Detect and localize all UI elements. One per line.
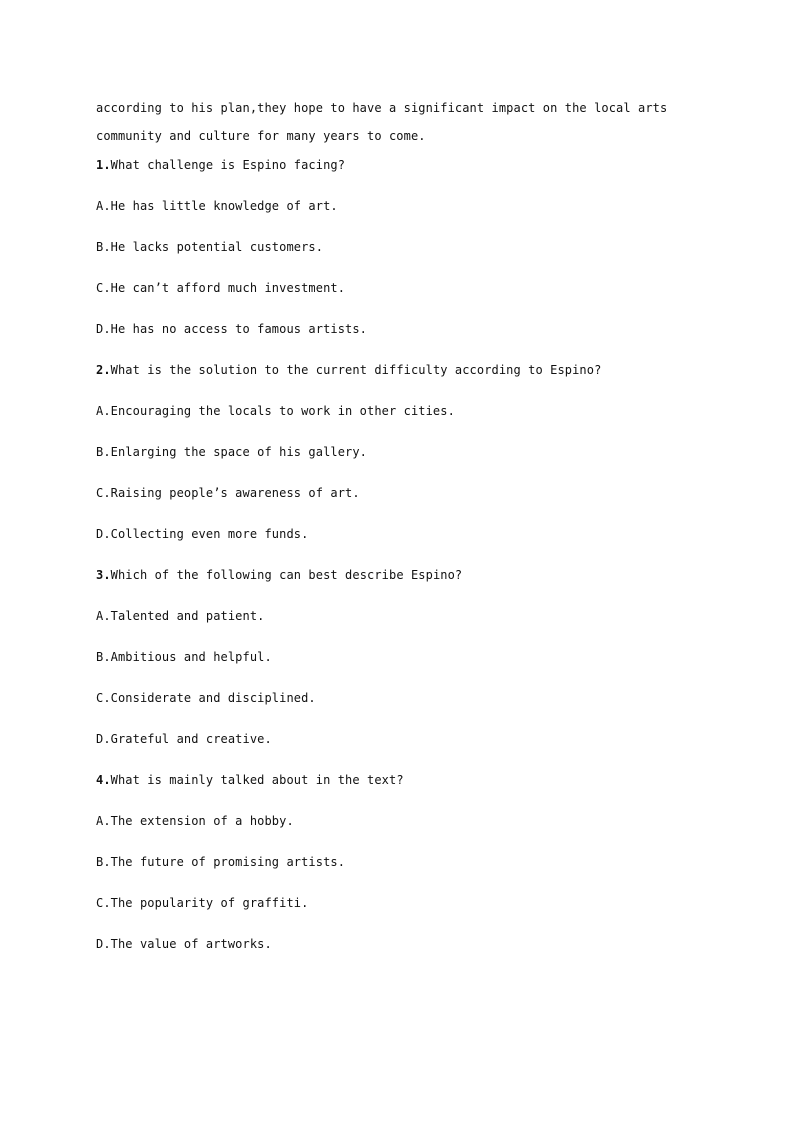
- option-1a: A.He has little knowledge of art.: [96, 199, 338, 213]
- option-3a: A.Talented and patient.: [96, 609, 265, 623]
- option-2b: B.Enlarging the space of his gallery.: [96, 445, 368, 459]
- option-1c: C.He can’t afford much investment.: [96, 281, 346, 295]
- option-3d: D.Grateful and creative.: [96, 732, 272, 746]
- question-number: 4.: [96, 773, 111, 787]
- option-2c: C.Raising people’s awareness of art.: [96, 486, 360, 500]
- question-3: [96, 567, 736, 583]
- question-number: 1.: [96, 158, 111, 172]
- question-2: [96, 362, 736, 378]
- question-1: [96, 157, 736, 173]
- question-number: 2.: [96, 363, 111, 377]
- option-2a: A.Encouraging the locals to work in other cities.: [96, 404, 455, 418]
- intro-line-1: according to his plan,they hope to have a significant impact on the local arts: [96, 101, 668, 115]
- option-2d: D.Collecting even more funds.: [96, 527, 309, 541]
- question-text: What is the solution to the current difficulty according to Espino?: [110, 363, 602, 377]
- option-4b: B.The future of promising artists.: [96, 855, 346, 869]
- option-4d: D.The value of artworks.: [96, 937, 272, 951]
- intro-line-2: community and culture for many years to come.: [96, 129, 426, 143]
- question-number: 3.: [96, 568, 111, 582]
- option-1d: D.He has no access to famous artists.: [96, 322, 368, 336]
- question-4: [96, 772, 736, 788]
- option-3b: B.Ambitious and helpful.: [96, 650, 272, 664]
- option-4c: C.The popularity of graffiti.: [96, 896, 309, 910]
- question-text: Which of the following can best describe Espino?: [110, 568, 463, 582]
- option-3c: C.Considerate and disciplined.: [96, 691, 316, 705]
- document-page: [96, 100, 736, 977]
- option-1b: B.He lacks potential customers.: [96, 240, 324, 254]
- option-4a: A.The extension of a hobby.: [96, 814, 294, 828]
- question-text: What is mainly talked about in the text?: [110, 773, 404, 787]
- question-text: What challenge is Espino facing?: [110, 158, 346, 172]
